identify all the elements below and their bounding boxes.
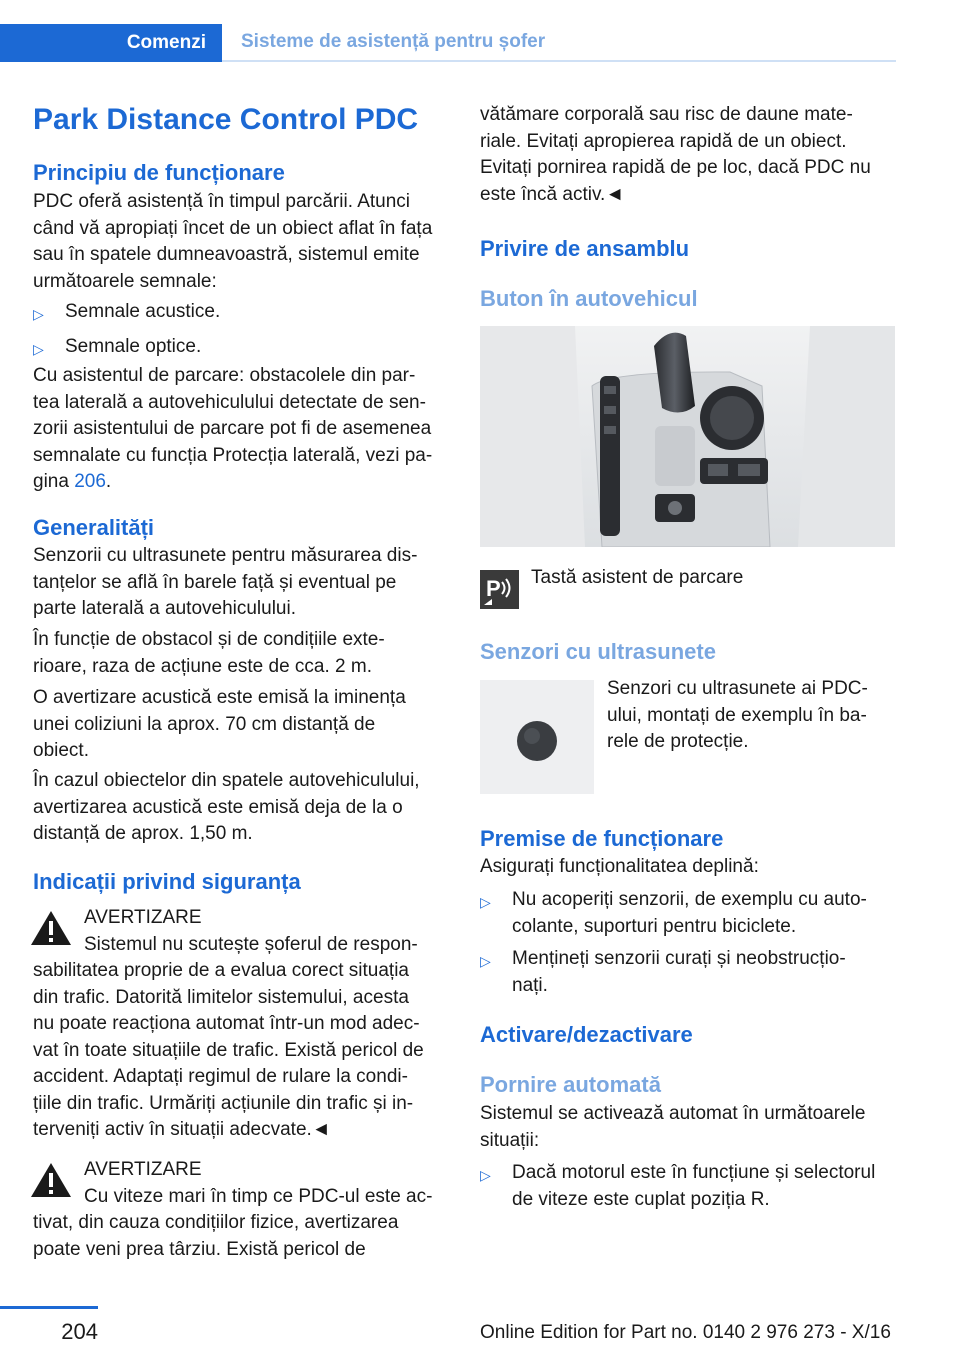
warning-label: AVERTIZARE [84, 1159, 202, 1180]
triangle-bullet-icon: ▷ [33, 306, 44, 322]
prereq-intro: Asigurați funcționalitatea deplină: [480, 856, 759, 877]
general-p1: Senzorii cu ultrasunete pentru măsurarea dis- tanțelor se află în barele față și eventual pe parte laterală a autovehiculului. [33, 545, 418, 619]
general-p4: În cazul obiectelor din spatele autovehiculului, avertizarea acustică este emisă deja de la o distanță de aprox. 1,50 m. [33, 770, 420, 844]
button-caption: Tastă asistent de parcare [531, 567, 744, 588]
auto-start-heading: Pornire automată [480, 1072, 661, 1097]
warning-icon [30, 910, 72, 946]
side-protection-text: Cu asistentul de parcare: obstacolele din par- tea laterală a autovehiculului detectate de sen- zorii asistentului de parcare pot fi de asemenea semnalate cu funcția Protecția laterală, vezi pa- gina 206. [33, 365, 433, 492]
safety-heading: Indicații privind siguranța [33, 869, 301, 894]
warning-label: AVERTIZARE [84, 907, 202, 928]
page-title: Park Distance Control PDC [33, 103, 419, 136]
overview-heading: Privire de ansamblu [480, 236, 690, 261]
warning-text-1: sabilitatea proprie de a evalua corect situația din trafic. Datorită limitelor sistemului, acesta nu poate reacționa automat într-un mod adec- vat în toate situațiile de trafic. Există pericol de accident. Adaptați regimul de rulare la condi- țiile din trafic. Urmăriți acțiunile din trafic și in- terveniți activ în situații adecvate.◄ [33, 960, 424, 1140]
warning-continued: vătămare corporală sau risc de daune mate- riale. Evitați apropierea rapidă de un obiect. Evitați pornirea rapidă de pe loc, dacă PDC nu este încă activ.◄ [480, 104, 871, 205]
triangle-bullet-icon: ▷ [33, 341, 44, 357]
warning-icon [30, 1162, 72, 1198]
triangle-bullet-icon: ▷ [480, 953, 491, 969]
list-item: ▷ Nu acoperiți senzorii, de exemplu cu auto- colante, suporturi pentru biciclete. [480, 887, 900, 940]
sensor-photo [480, 680, 594, 794]
warning-line: Sistemul nu scutește șoferul de respon- [84, 934, 418, 955]
warning-line: Cu viteze mari în timp ce PDC-ul este ac- [84, 1186, 433, 1207]
sensors-text: Senzori cu ultrasunete ai PDC- ului, montați de exemplu în ba- rele de protecție. [607, 678, 868, 752]
principle-text: PDC oferă asistență în timpul parcării. Atunci când vă apropiați încet de un obiect aflat în fața sau în spatele dumneavoastră, sistemul emite următoarele semnale: [33, 191, 433, 292]
svg-text:P: P [486, 576, 501, 601]
general-p3: O avertizare acustică este emisă la iminența unei coliziuni la aprox. 70 cm distanță de obiect. [33, 687, 406, 761]
triangle-bullet-icon: ▷ [480, 894, 491, 910]
sensors-heading: Senzori cu ultrasunete [480, 639, 716, 664]
edition-note: Online Edition for Part no. 0140 2 976 273 - X/16 [480, 1322, 891, 1343]
general-p2: În funcție de obstacol și de condițiile exte- rioare, raza de acțiune este de cca. 2 m. [33, 629, 385, 677]
list-item: ▷ Semnale acustice. [33, 299, 449, 328]
button-heading: Buton în autovehicul [480, 286, 698, 311]
general-heading: Generalități [33, 515, 155, 540]
auto-start-text: Sistemul se activează automat în următoarele situații: [480, 1103, 866, 1151]
list-item: ▷ Mențineți senzorii curați și neobstrucțio- nați. [480, 946, 900, 999]
tab-comenzi[interactable]: Comenzi [0, 24, 222, 62]
list-item: ▷ Semnale optice. [33, 334, 449, 363]
page-link[interactable]: 206 [74, 471, 106, 492]
console-photo [480, 326, 895, 547]
principle-heading: Principiu de funcționare [33, 160, 285, 185]
warning-text-2: tivat, din cauza condițiilor fizice, avertizarea poate veni prea târziu. Există pericol de [33, 1212, 399, 1260]
activation-heading: Activare/dezactivare [480, 1022, 693, 1047]
park-assist-icon [480, 570, 519, 609]
section-tab[interactable]: Sisteme de asistență pentru șofer [222, 24, 896, 62]
page-number: 204 [0, 1306, 98, 1345]
triangle-bullet-icon: ▷ [480, 1167, 491, 1183]
prereq-heading: Premise de funcționare [480, 826, 724, 851]
list-item: ▷ Dacă motorul este în funcțiune și selectorul de viteze este cuplat poziția R. [480, 1160, 900, 1213]
